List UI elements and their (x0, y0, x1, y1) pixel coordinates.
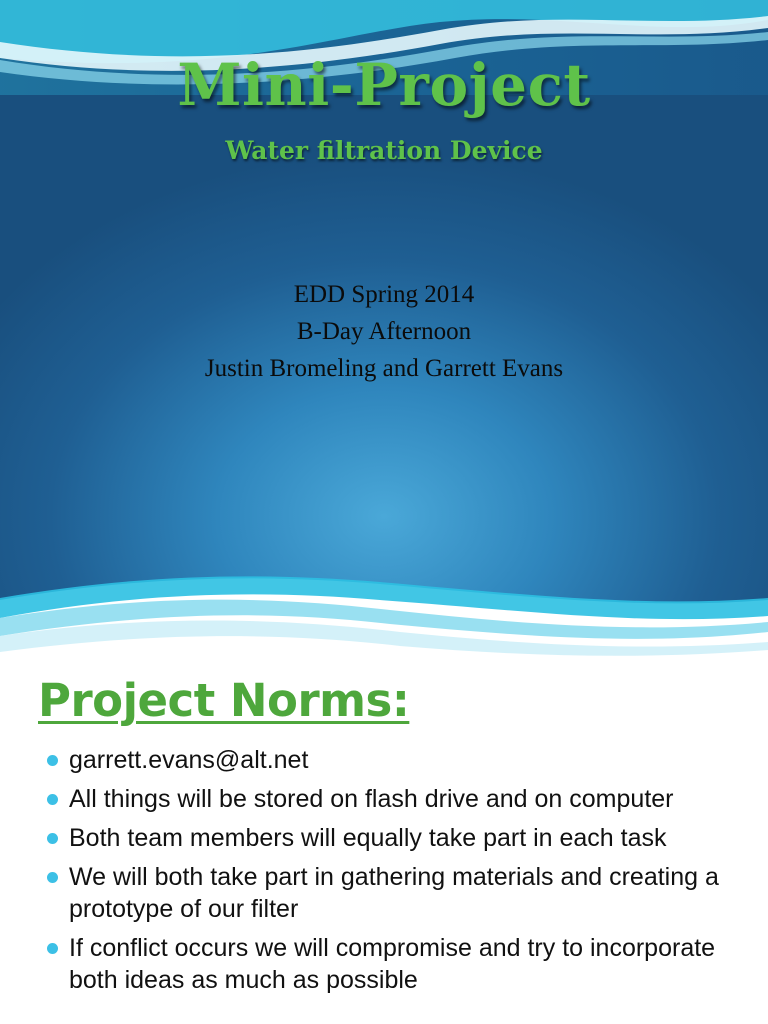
norms-bullet-list (0, 744, 768, 1003)
bottom-wave-decoration (0, 570, 768, 662)
slide-subtitle: Water filtration Device (225, 136, 543, 165)
norms-slide (0, 662, 768, 1024)
bullet-text: garrett.evans@alt.net (69, 746, 309, 774)
slide-title: Mini-Project (177, 51, 591, 119)
bullet-text: All things will be stored on flash drive and on computer (69, 785, 674, 813)
norms-heading: Project Norms: (38, 674, 410, 727)
bullet-text: If conflict occurs we will compromise and try to incorporate both ideas as much as possible (69, 934, 716, 994)
bullet-dot-icon (47, 755, 58, 766)
bullet-text: Both team members will equally take part in each task (69, 824, 667, 852)
info-authors: Justin Bromeling and Garrett Evans (204, 355, 564, 382)
bullet-dot-icon (47, 794, 58, 805)
bullet-dot-icon (47, 943, 58, 954)
list-item (0, 822, 768, 854)
list-item (0, 932, 768, 996)
info-course: EDD Spring 2014 (293, 281, 475, 308)
bullet-dot-icon (47, 833, 58, 844)
list-item (0, 783, 768, 815)
info-schedule: B-Day Afternoon (296, 318, 472, 345)
list-item (0, 861, 768, 925)
bullet-text: We will both take part in gathering materials and creating a prototype of our filter (69, 863, 719, 923)
list-item (0, 744, 768, 776)
slide-info-block (0, 276, 768, 387)
bullet-dot-icon (47, 872, 58, 883)
